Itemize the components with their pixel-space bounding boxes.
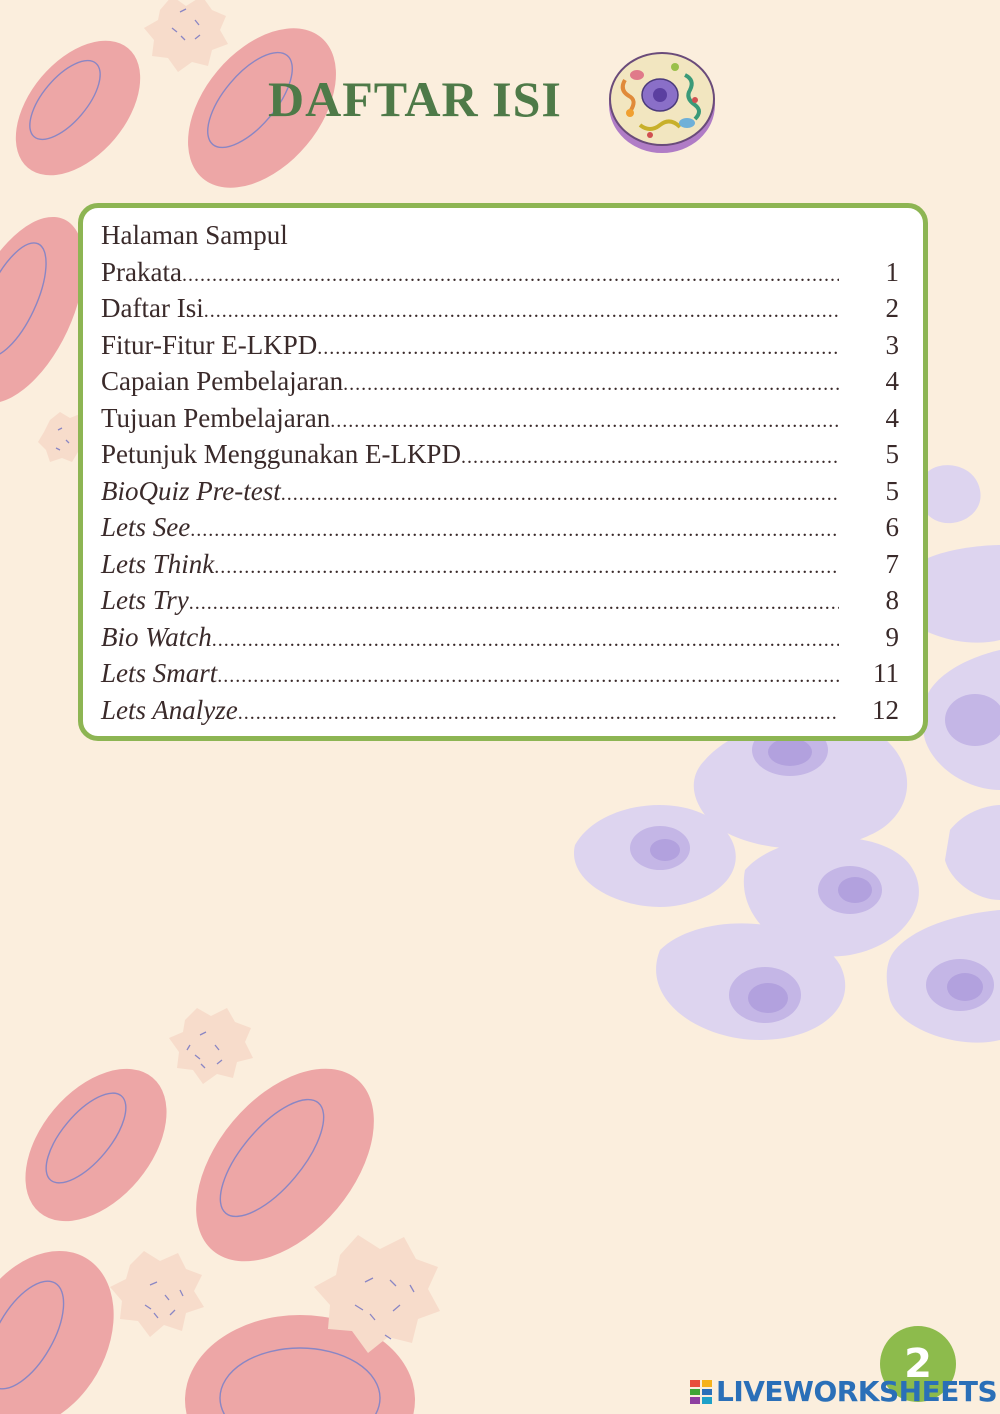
toc-list (101, 220, 901, 731)
toc-entry[interactable] (101, 658, 901, 695)
toc-dot-leader (190, 519, 839, 542)
toc-entry-label: Daftar Isi (101, 293, 204, 323)
toc-dot-leader (330, 410, 839, 433)
toc-entry[interactable] (101, 622, 901, 659)
toc-entry[interactable] (101, 512, 901, 549)
toc-dot-leader (461, 446, 839, 469)
toc-entry-label: Lets See (101, 512, 191, 542)
animal-cell-icon (605, 45, 720, 157)
toc-entry-page: 12 (872, 694, 899, 725)
toc-dot-leader (212, 629, 839, 652)
toc-dot-leader (189, 592, 839, 615)
toc-dot-leader (343, 373, 839, 396)
toc-entry-page: 3 (885, 329, 899, 360)
toc-entry[interactable] (101, 549, 901, 586)
page-title: DAFTAR ISI (268, 71, 562, 127)
toc-entry-page: 6 (885, 512, 899, 542)
toc-entry-label: Bio Watch (101, 621, 212, 652)
toc-entry[interactable] (101, 476, 901, 513)
toc-entry-page: 4 (885, 366, 899, 396)
toc-dot-leader (214, 556, 839, 579)
toc-dot-leader (238, 702, 839, 725)
toc-entry[interactable] (101, 220, 901, 257)
toc-dot-leader (217, 665, 839, 688)
toc-entry-label: Lets Analyze (101, 694, 238, 725)
toc-entry-page: 1 (885, 256, 899, 287)
toc-entry-label: Capaian Pembelajaran (101, 366, 344, 396)
toc-entry[interactable] (101, 439, 901, 476)
toc-entry-label: BioQuiz Pre-test (101, 475, 281, 506)
toc-entry-label: Prakata (101, 256, 182, 287)
toc-entry-page: 7 (885, 548, 899, 579)
toc-entry-page: 4 (885, 402, 899, 433)
page-number-badge: 2 (880, 1326, 956, 1402)
toc-entry[interactable] (101, 366, 901, 403)
toc-entry[interactable] (101, 257, 901, 294)
toc-entry[interactable] (101, 330, 901, 367)
toc-entry-page: 8 (885, 585, 899, 615)
toc-entry[interactable] (101, 293, 901, 330)
liveworksheets-brand: LIVEWORKSHEETS (716, 1375, 998, 1408)
toc-entry-page: 2 (885, 293, 899, 323)
toc-entry-label: Lets Try (101, 585, 189, 615)
toc-entry[interactable] (101, 403, 901, 440)
toc-entry[interactable] (101, 695, 901, 732)
toc-entry-label: Halaman Sampul (101, 220, 288, 250)
liveworksheets-logo[interactable] (690, 1375, 997, 1408)
toc-entry-page: 5 (885, 475, 899, 506)
toc-entry-page: 5 (885, 439, 899, 469)
toc-entry-page: 9 (885, 621, 899, 652)
toc-dot-leader (317, 337, 839, 360)
toc-entry-label: Lets Smart (101, 658, 218, 688)
toc-entry-label: Lets Think (101, 548, 215, 579)
toc-entry-page: 11 (873, 658, 899, 688)
toc-dot-leader (281, 483, 839, 506)
liveworksheets-logo-icon (690, 1380, 712, 1404)
toc-entry-label: Petunjuk Menggunakan E-LKPD (101, 439, 461, 469)
table-of-contents (78, 203, 928, 741)
toc-entry-label: Tujuan Pembelajaran (101, 402, 331, 433)
toc-entry[interactable] (101, 585, 901, 622)
toc-entry-label: Fitur-Fitur E-LKPD (101, 329, 318, 360)
toc-dot-leader (182, 264, 839, 287)
toc-dot-leader (204, 300, 839, 323)
